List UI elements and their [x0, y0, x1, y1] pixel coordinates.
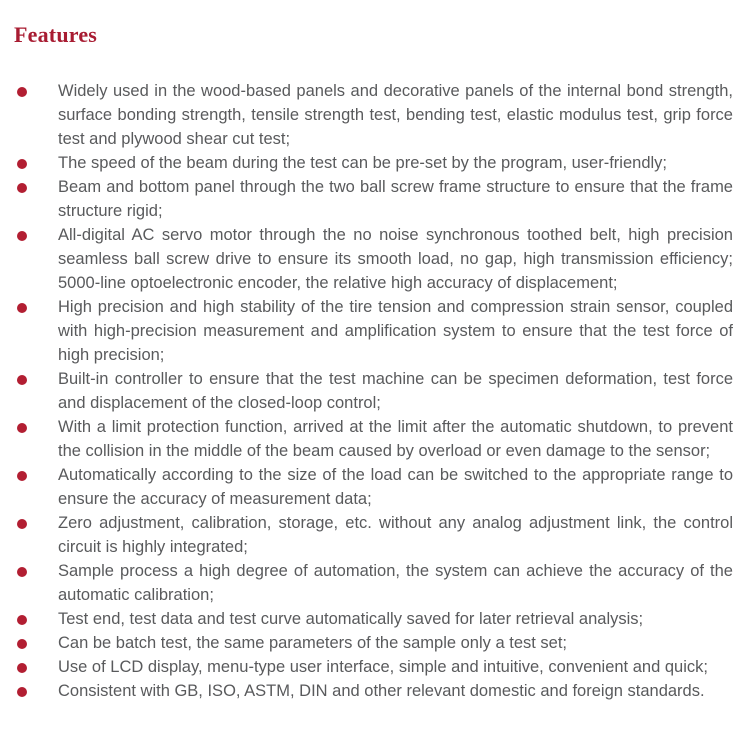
bullet-icon: [17, 471, 27, 481]
bullet-icon: [17, 375, 27, 385]
bullet-icon: [17, 159, 27, 169]
list-item: [17, 511, 733, 559]
list-item: [17, 151, 733, 175]
feature-text: With a limit protection function, arrived at the limit after the automatic shutdown, to prevent the collision in the middle of the beam caused by overload or even damage to the sensor;: [58, 418, 733, 460]
list-item: [17, 223, 733, 295]
bullet-icon: [17, 423, 27, 433]
bullet-icon: [17, 663, 27, 673]
bullet-icon: [17, 567, 27, 577]
list-item: [17, 79, 733, 151]
feature-text: Zero adjustment, calibration, storage, etc. without any analog adjustment link, the control circuit is highly integrated;: [58, 514, 733, 556]
list-item: [17, 631, 733, 655]
bullet-icon: [17, 231, 27, 241]
list-item: [17, 175, 733, 223]
bullet-icon: [17, 519, 27, 529]
feature-text: Automatically according to the size of the load can be switched to the appropriate range to ensure the accuracy of measurement data;: [58, 466, 733, 508]
feature-text: Sample process a high degree of automation, the system can achieve the accuracy of the automatic calibration;: [58, 562, 733, 604]
list-item: [17, 415, 733, 463]
list-item: [17, 607, 733, 631]
page-title: Features: [14, 22, 98, 47]
feature-text: Consistent with GB, ISO, ASTM, DIN and other relevant domestic and foreign standards.: [58, 682, 705, 700]
feature-text: High precision and high stability of the tire tension and compression strain sensor, coupled with high-precision measurement and amplification system to ensure that the test force of high precision;: [58, 298, 733, 364]
feature-text: Widely used in the wood-based panels and decorative panels of the internal bond strength, surface bonding strength, tensile strength test, bending test, elastic modulus test, grip force test and plywood shear cut test;: [58, 82, 733, 148]
feature-text: Can be batch test, the same parameters of the sample only a test set;: [58, 634, 568, 652]
feature-text: Built-in controller to ensure that the test machine can be specimen deformation, test force and displacement of the closed-loop control;: [58, 370, 733, 412]
bullet-icon: [17, 303, 27, 313]
list-item: [17, 463, 733, 511]
feature-text: Use of LCD display, menu-type user interface, simple and intuitive, convenient and quick;: [58, 658, 708, 676]
list-item: [17, 367, 733, 415]
feature-text: All-digital AC servo motor through the no noise synchronous toothed belt, high precision seamless ball screw drive to ensure its smooth load, no gap, high transmission efficiency; 5000-line optoelectronic encoder, the relative high accuracy of displacement;: [58, 226, 733, 292]
list-item: [17, 655, 733, 679]
feature-list: [0, 79, 750, 703]
list-item: [17, 679, 733, 703]
bullet-icon: [17, 639, 27, 649]
feature-text: The speed of the beam during the test can be pre-set by the program, user-friendly;: [58, 154, 668, 172]
bullet-icon: [17, 183, 27, 193]
bullet-icon: [17, 87, 27, 97]
list-item: [17, 559, 733, 607]
bullet-icon: [17, 615, 27, 625]
feature-text: Beam and bottom panel through the two ball screw frame structure to ensure that the frame structure rigid;: [58, 178, 733, 220]
list-item: [17, 295, 733, 367]
feature-text: Test end, test data and test curve automatically saved for later retrieval analysis;: [58, 610, 644, 628]
bullet-icon: [17, 687, 27, 697]
